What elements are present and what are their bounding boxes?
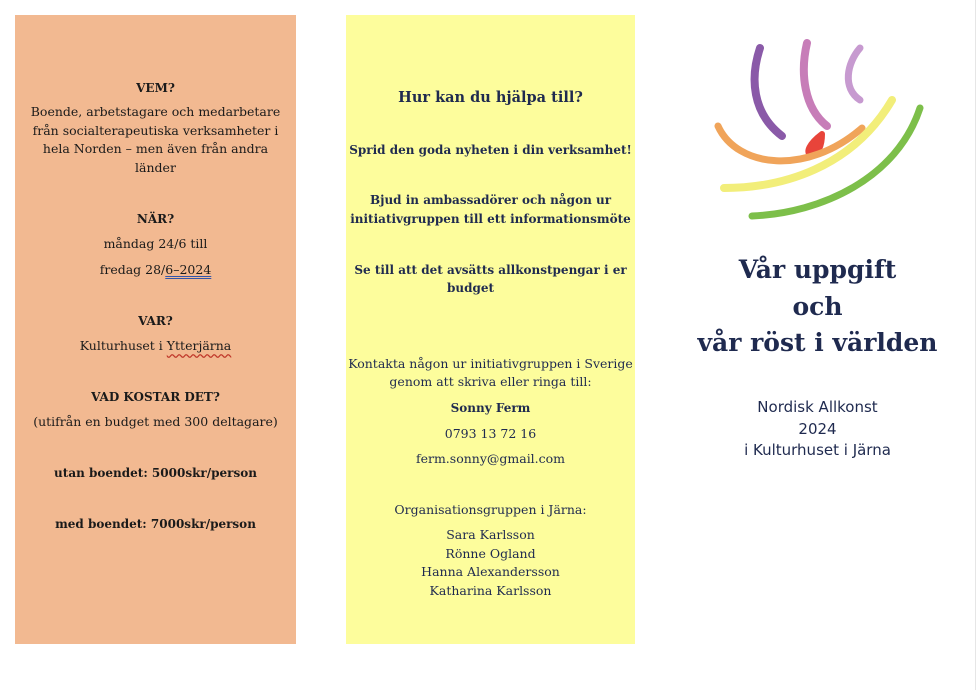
contact-phone: 0793 13 72 16 bbox=[444, 426, 537, 441]
org-member: Sara Karlsson bbox=[446, 527, 535, 542]
price-with-housing: med boendet: 7000skr/person bbox=[55, 517, 256, 531]
nar-line-2-start: fredag 28/ bbox=[99, 262, 166, 277]
tip-2-line-1: Bjud in ambassadörer och någon ur bbox=[369, 193, 612, 207]
tip-1: Sprid den goda nyheten i din verksamhet! bbox=[349, 143, 632, 157]
var-text-start: Kulturhuset i bbox=[79, 338, 167, 353]
cover-subtitle-line-2: 2024 bbox=[798, 419, 837, 438]
vem-text-line-3: hela Norden – men även från andra bbox=[42, 141, 269, 156]
contact-line-2: genom att skriva eller ringa till: bbox=[389, 374, 592, 389]
info-panel-left bbox=[15, 15, 296, 644]
nar-heading: NÄR? bbox=[136, 212, 175, 226]
vem-text-line-1: Boende, arbetstagare och medarbetare bbox=[30, 104, 281, 119]
price-without-housing: utan boendet: 5000skr/person bbox=[54, 466, 257, 480]
org-member: Rönne Ogland bbox=[445, 546, 536, 561]
vem-heading: VEM? bbox=[136, 81, 175, 95]
org-member: Katharina Karlsson bbox=[429, 583, 552, 598]
cover-subtitle-line-3: i Kulturhuset i Järna bbox=[744, 441, 891, 459]
vem-text-line-4: länder bbox=[135, 160, 176, 175]
cover-title bbox=[690, 252, 945, 362]
info-panel-middle bbox=[346, 15, 635, 644]
nar-line-1: måndag 24/6 till bbox=[103, 236, 208, 251]
org-member: Hanna Alexandersson bbox=[421, 564, 560, 579]
tip-3-line-1: Se till att det avsätts allkonstpengar i er bbox=[354, 263, 627, 277]
brush-stroke-flame-logo-icon bbox=[712, 38, 927, 228]
cover-subtitle bbox=[690, 397, 945, 462]
cover-title-line-3: vår röst i världen bbox=[697, 328, 938, 357]
vem-text-line-2: från socialterapeutiska verksamheter i bbox=[32, 123, 279, 138]
kostnad-note: (utifrån en budget med 300 deltagare) bbox=[33, 414, 278, 429]
cover-subtitle-line-1: Nordisk Allkonst bbox=[757, 398, 878, 416]
contact-line-1: Kontakta någon ur initiativgruppen i Sverige bbox=[348, 356, 633, 371]
org-heading: Organisationsgruppen i Järna: bbox=[394, 502, 587, 517]
cover-title-line-1: Vår uppgift bbox=[738, 255, 897, 284]
var-text bbox=[15, 337, 296, 356]
cover-title-line-2: och bbox=[792, 291, 843, 321]
contact-email: ferm.sonny@gmail.com bbox=[415, 451, 566, 466]
var-text-place: Ytterjärna bbox=[166, 338, 232, 353]
help-heading: Hur kan du hjälpa till? bbox=[398, 89, 583, 106]
nar-line-2-date: 6–2024 bbox=[165, 262, 212, 277]
nar-line-2 bbox=[15, 261, 296, 280]
kostnad-heading: VAD KOSTAR DET? bbox=[91, 390, 220, 404]
tip-2-line-2: initiativgruppen till ett informationsmöte bbox=[350, 212, 631, 226]
contact-name: Sonny Ferm bbox=[450, 401, 531, 415]
var-heading: VAR? bbox=[138, 314, 173, 328]
tip-3-line-2: budget bbox=[446, 281, 495, 295]
